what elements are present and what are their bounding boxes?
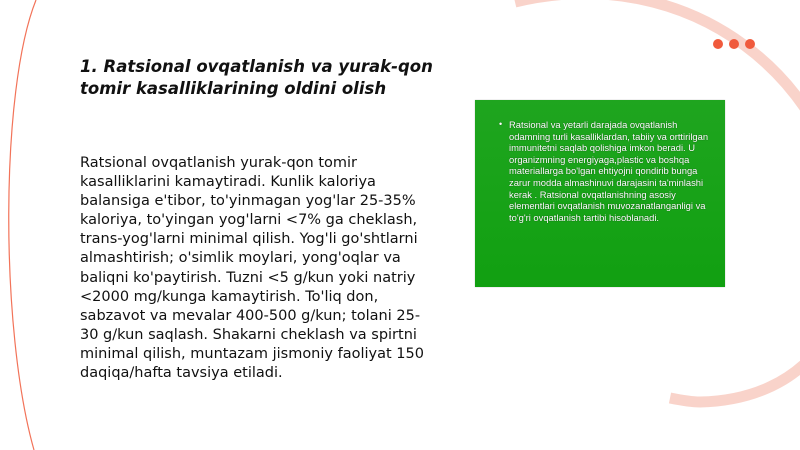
- dot-icon: [729, 39, 739, 49]
- menu-dots: [713, 39, 755, 49]
- dot-icon: [745, 39, 755, 49]
- green-box-text: Ratsional va yetarli darajada ovqatlanish odamning turli kasalliklardan, tabiiy va orttirilgan immunitetni saqlab qolishiga imkon beradi. U organizmning energiyaga,plastic va boshqa materiallarga bo'lgan ehtiyojni qondirib bunga zarur modda almashinuvi darajasini ta'minlashi kerak . Ratsional ovqatlanishning asosiy elementlari ovqatlanish muvozanatlanganligi va to'g'ri ovqatlanish tartibi hisoblanadi.: [509, 119, 709, 223]
- green-box-paragraph: [499, 119, 713, 223]
- slide-body-text: Ratsional ovqatlanish yurak-qon tomir kasalliklarini kamaytiradi. Kunlik kaloriya balansiga e'tibor, to'yinmagan yog'lar 25-35% kaloriya, to'yingan yog'larni <7% ga cheklash, trans-yog'larni minimal qilish. Yog'li go'shtlarni almashtirish; o'simlik moylari, yong'oqlar va baliqni ko'paytirish. Tuzni <5 g/kun yoki natriy <2000 mg/kunga kamaytirish. To'liq don, sabzavot va mevalar 400-500 g/kun; tolani 25-30 g/kun saqlash. Shakarni cheklash va spirtni minimal qilish, muntazam jismoniy faoliyat 150 daqiqa/hafta tavsiya etiladi.: [80, 155, 424, 382]
- dot-icon: [713, 39, 723, 49]
- green-text-box: [475, 100, 725, 287]
- slide-title: 1. Ratsional ovqatlanish va yurak-qon tomir kasalliklarining oldini olish: [80, 57, 433, 98]
- bullet-icon: •: [499, 119, 503, 129]
- left-arc: [9, 0, 36, 450]
